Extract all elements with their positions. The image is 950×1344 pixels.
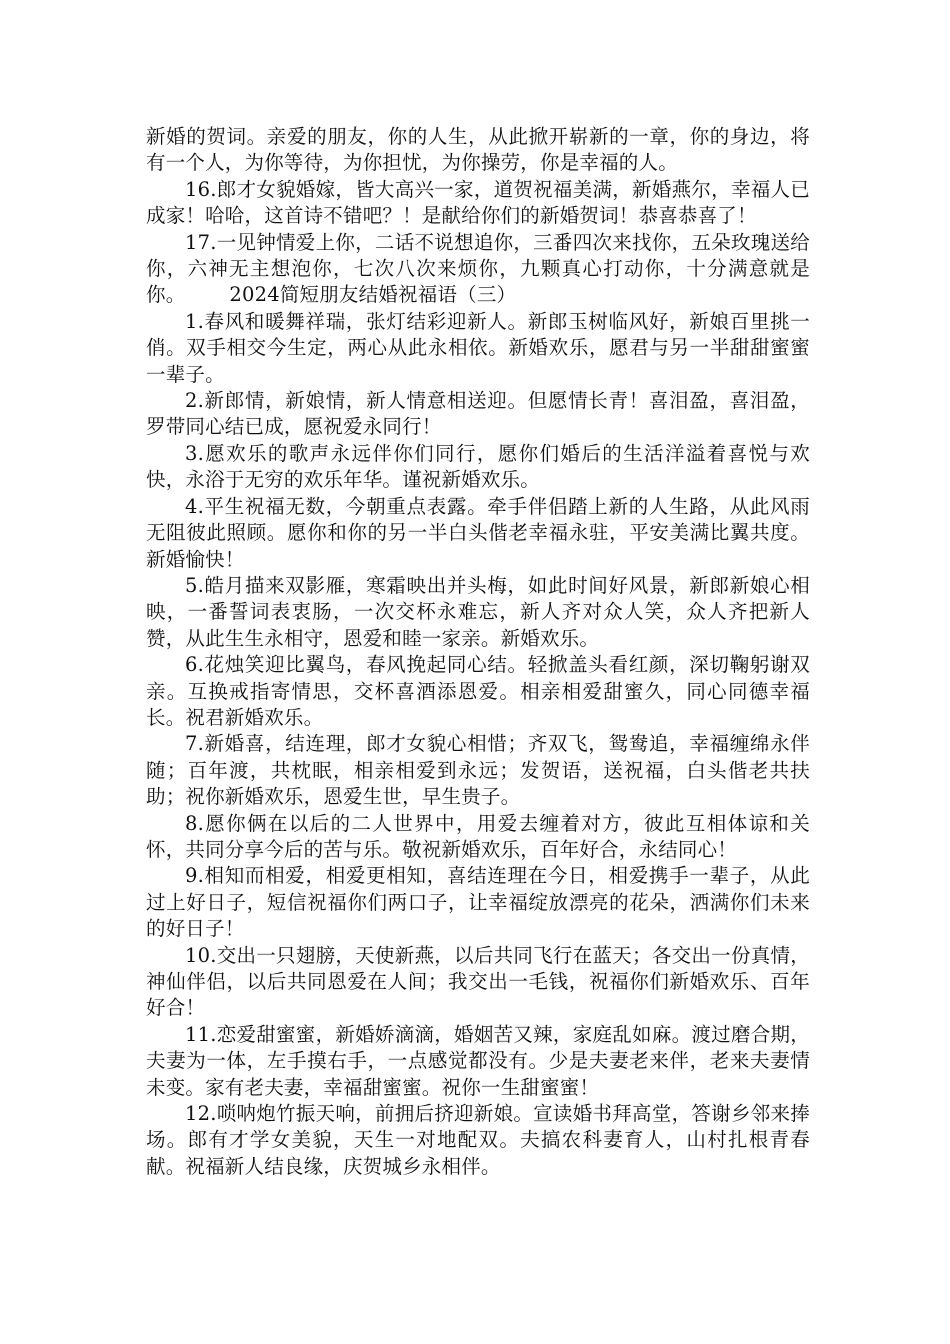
list-item: 7.新婚喜，结连理，郎才女貌心相惜；齐双飞，鸳鸯追，幸福缠绵永伴随；百年渡，共枕眠，相亲相爱到永远；发贺语，送祝福，白头偕老共扶助；祝你新婚欢乐，恩爱生世，早生贵子。	[146, 732, 810, 809]
paragraph-item-17	[146, 230, 810, 309]
paragraph-item-17-text: 17.一见钟情爱上你，二话不说想追你，三番四次来找你，五朵玫瑰送给你，六神无主想泡你，七次八次来烦你，九颗真心打动你，十分满意就是你。	[146, 230, 810, 307]
section-heading: 2024简短朋友结婚祝福语（三）	[229, 283, 517, 307]
list-item: 4.平生祝福无数，今朝重点表露。牵手伴侣踏上新的人生路，从此风雨无阻彼此照顾。愿你和你的另一半白头偕老幸福永驻，平安美满比翼共度。新婚愉快！	[146, 494, 810, 571]
list-item: 11.恋爱甜蜜蜜，新婚娇滴滴，婚姻苦又辣，家庭乱如麻。渡过磨合期，夫妻为一体，左手摸右手，一点感觉都没有。少是夫妻老来伴，老来夫妻情未变。家有老夫妻，幸福甜蜜蜜。祝你一生甜蜜蜜！	[146, 1022, 810, 1099]
list-item: 12.唢呐炮竹振天响，前拥后挤迎新娘。宣读婚书拜高堂，答谢乡邻来捧场。郎有才学女美貌，天生一对地配双。夫搞农科妻育人，山村扎根青春献。祝福新人结良缘，庆贺城乡永相伴。	[146, 1102, 810, 1178]
paragraph-item-16: 16.郎才女貌婚嫁，皆大高兴一家，道贺祝福美满，新婚燕尔，幸福人已成家！哈哈，这首诗不错吧？！是献给你们的新婚贺词！恭喜恭喜了！	[146, 177, 810, 228]
list-item: 1.春风和暖舞祥瑞，张灯结彩迎新人。新郎玉树临风好，新娘百里挑一俏。双手相交今生定，两心从此永相依。新婚欢乐，愿君与另一半甜甜蜜蜜一辈子。	[146, 309, 810, 386]
list-item: 5.皓月描来双影雁，寒霜映出并头梅，如此时间好风景，新郎新娘心相映，一番誓词表衷肠，一次交杯永难忘，新人齐对众人笑，众人齐把新人赞，从此生生永相守，恩爱和睦一家亲。新婚欢乐。	[146, 573, 810, 650]
list-item: 9.相知而相爱，相爱更相知，喜结连理在今日，相爱携手一辈子，从此过上好日子，短信祝福你们两口子，让幸福绽放漂亮的花朵，洒满你们未来的好日子！	[146, 864, 810, 941]
list-item: 6.花烛笑迎比翼鸟，春风挽起同心结。轻掀盖头看红颜，深切鞠躬谢双亲。互换戒指寄情思，交杯喜酒添恩爱。相亲相爱甜蜜久，同心同德幸福长。祝君新婚欢乐。	[146, 653, 810, 729]
paragraph-intro: 新婚的贺词。亲爱的朋友，你的人生，从此掀开崭新的一章，你的身边，将有一个人，为你等待，为你担忧，为你操劳，你是幸福的人。	[146, 125, 810, 175]
list-item: 3.愿欢乐的歌声永远伴你们同行，愿你们婚后的生活洋溢着喜悦与欢快，永浴于无穷的欢乐年华。谨祝新婚欢乐。	[146, 441, 810, 492]
list-item: 8.愿你俩在以后的二人世界中，用爱去缠着对方，彼此互相体谅和关怀，共同分享今后的苦与乐。敬祝新婚欢乐，百年好合，永结同心！	[146, 811, 810, 861]
document-page	[146, 124, 810, 1180]
list-item: 10.交出一只翅膀，天使新燕，以后共同飞行在蓝天；各交出一份真情，神仙伴侣，以后共同恩爱在人间；我交出一毛钱，祝福你们新婚欢乐、百年好合！	[146, 943, 810, 1020]
list-item: 2.新郎情，新娘情，新人情意相送迎。但愿情长青！喜泪盈，喜泪盈，罗带同心结已成，愿祝爱永同行！	[146, 389, 810, 439]
